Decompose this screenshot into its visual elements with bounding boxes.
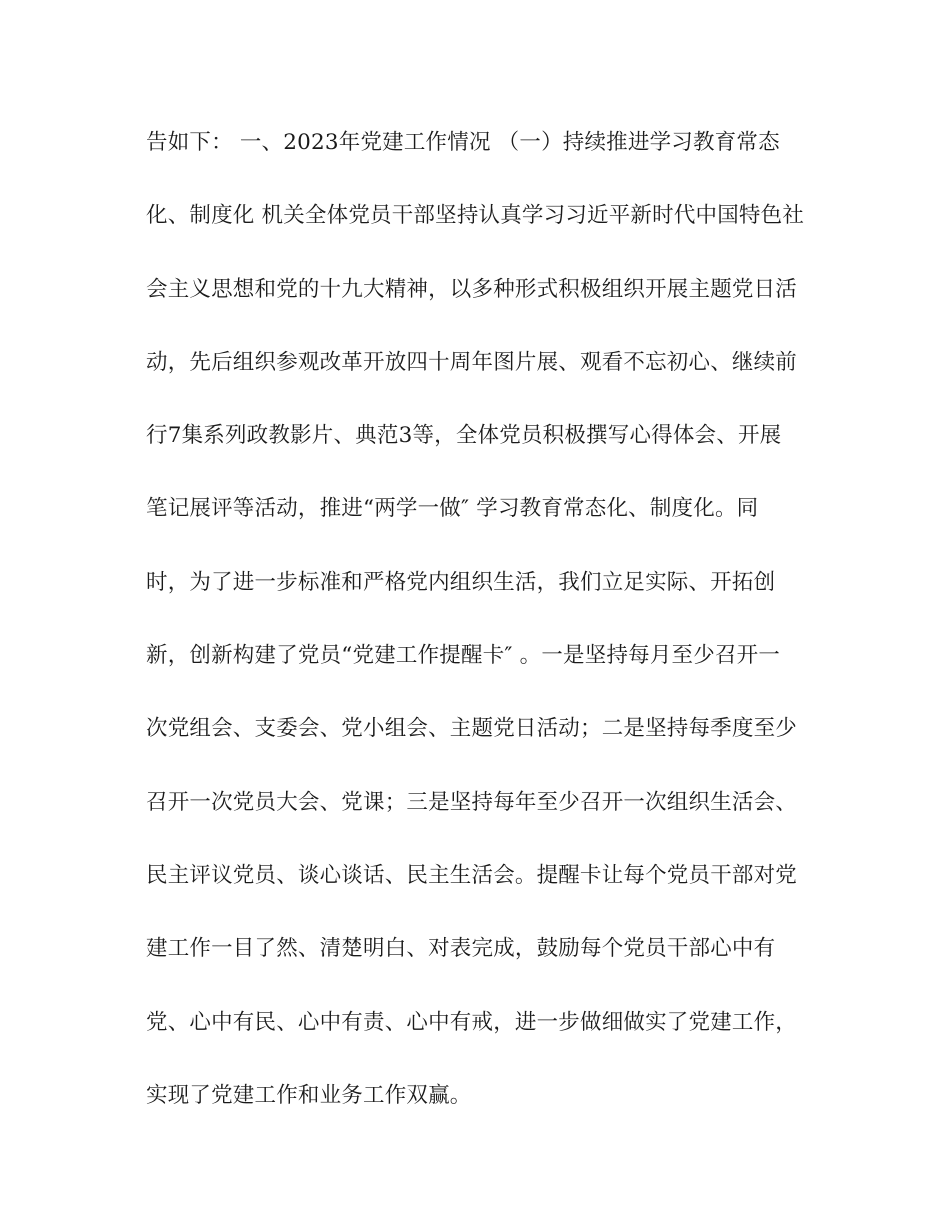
text-line: 笔记展评等活动，推进“两学一做″ 学习教育常态化、制度化。同 bbox=[146, 496, 759, 522]
text-line: 新，创新构建了党员“党建工作提醒卡″ 。一是坚持每月至少召开一 bbox=[146, 643, 781, 669]
text-line: 会主义思想和党的十九大精神，以多种形式积极组织开展主题党日活 bbox=[146, 276, 798, 302]
text-line: 次党组会、支委会、党小组会、主题党日活动；二是坚持每季度至少 bbox=[146, 716, 798, 742]
text-line: 时，为了进一步标准和严格党内组织生活，我们立足实际、开拓创 bbox=[146, 569, 776, 595]
text-line: 实现了党建工作和业务工作双赢。 bbox=[146, 1082, 472, 1108]
text-line: 行7集系列政教影片、典范3等，全体党员积极撰写心得体会、开展 bbox=[146, 423, 782, 449]
text-line: 告如下： 一、2023年党建工作情况 （一）持续推进学习教育常态 bbox=[146, 130, 780, 155]
text-line: 召开一次党员大会、党课；三是坚持每年至少召开一次组织生活会、 bbox=[146, 789, 798, 815]
text-line: 动，先后组织参观改革开放四十周年图片展、观看不忘初心、继续前 bbox=[146, 349, 798, 375]
text-line: 党、心中有民、心中有责、心中有戒，进一步做细做实了党建工作， bbox=[146, 1009, 798, 1035]
text-line: 化、制度化 机关全体党员干部坚持认真学习习近平新时代中国特色社 bbox=[146, 203, 805, 229]
text-line: 建工作一目了然、清楚明白、对表完成，鼓励每个党员干部心中有 bbox=[146, 936, 776, 962]
text-line: 民主评议党员、谈心谈话、民主生活会。提醒卡让每个党员干部对党 bbox=[146, 862, 798, 888]
body-text bbox=[146, 120, 826, 1146]
